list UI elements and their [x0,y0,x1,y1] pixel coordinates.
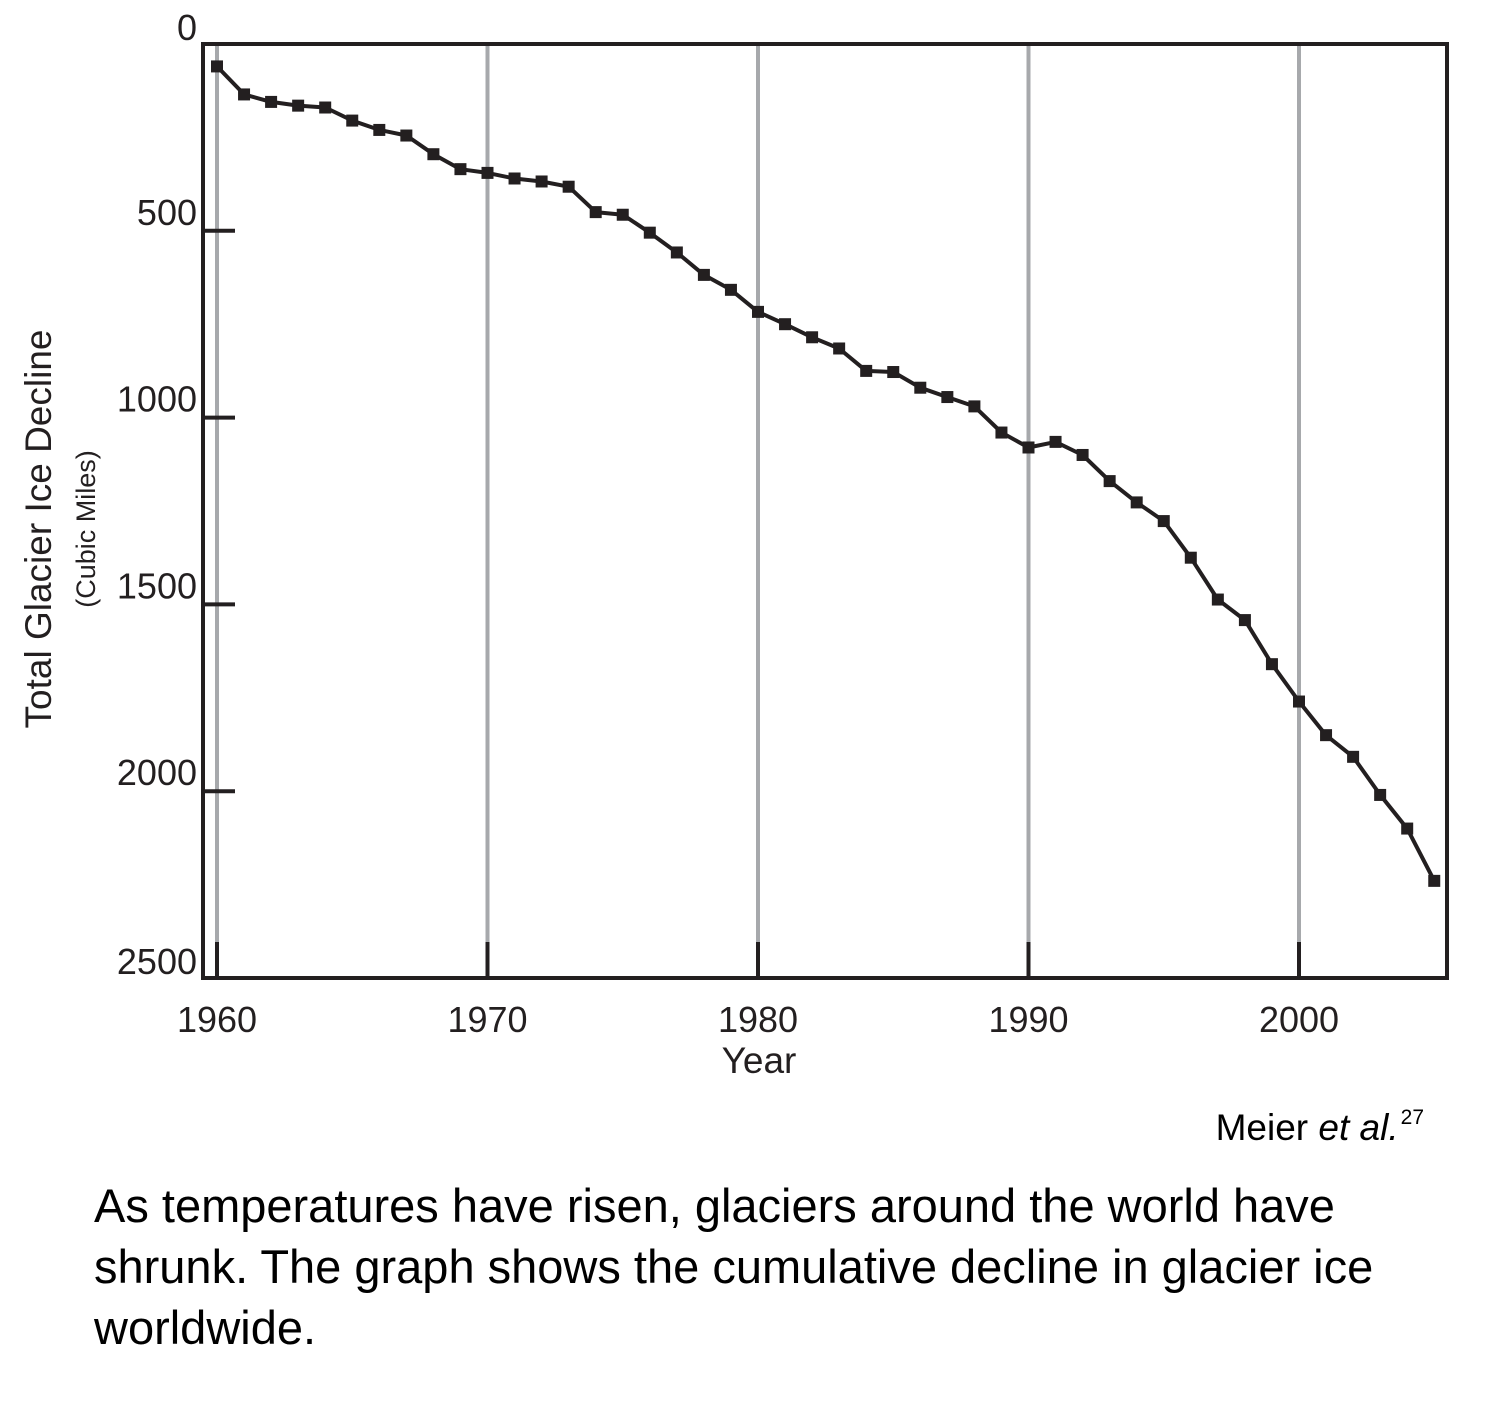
data-point-1989 [995,427,1007,439]
source-citation [1216,1106,1424,1149]
data-point-1990 [1023,441,1035,453]
data-point-1972 [536,175,548,187]
data-point-1969 [454,163,466,175]
source-reference: 27 [1400,1106,1424,1129]
data-point-1967 [400,130,412,142]
data-point-1979 [725,284,737,296]
data-point-2002 [1347,751,1359,763]
series-markers [211,60,1440,886]
data-point-1996 [1185,552,1197,564]
data-point-1962 [265,96,277,108]
data-point-1987 [941,391,953,403]
y-tick-label-0: 0 [176,7,197,48]
data-point-1974 [590,206,602,218]
x-axis-title: Year [721,1040,797,1081]
data-point-1980 [752,306,764,318]
data-point-1994 [1131,496,1143,508]
data-point-1977 [671,246,683,258]
data-point-1961 [238,88,250,100]
series-line [217,66,1434,881]
y-tick-label-500: 500 [136,191,197,233]
data-point-1983 [833,342,845,354]
data-point-1970 [482,167,494,179]
data-point-2001 [1320,729,1332,741]
data-point-1966 [373,124,385,136]
y-tick-label-1500: 1500 [116,565,197,607]
plot-frame [203,44,1447,978]
data-point-1988 [968,400,980,412]
axis-ticks [203,231,1299,978]
y-axis-title: Total Glacier Ice Decline [18,329,59,729]
data-point-1991 [1050,436,1062,448]
y-tick-label-2000: 2000 [116,752,197,794]
data-point-1968 [427,148,439,160]
data-point-1978 [698,269,710,281]
y-axis-unit: (Cubic Miles) [71,450,101,608]
data-point-1971 [509,172,521,184]
data-point-1960 [211,60,223,72]
data-point-1963 [292,100,304,112]
data-point-2003 [1374,789,1386,801]
x-tick-label-1970: 1970 [447,999,528,1040]
x-tick-label-1980: 1980 [717,999,799,1040]
data-point-1981 [779,318,791,330]
data-point-1984 [860,365,872,377]
data-point-1998 [1239,614,1251,626]
x-tick-label-1960: 1960 [176,999,258,1040]
data-point-1999 [1266,658,1278,670]
source-author: Meier [1215,1107,1319,1148]
data-point-1982 [806,331,818,343]
data-point-1964 [319,102,331,114]
grid-lines [217,44,1299,978]
data-point-1995 [1158,515,1170,527]
data-point-1985 [887,366,899,378]
data-point-2004 [1401,823,1413,835]
data-point-1975 [617,209,629,221]
data-point-1993 [1104,475,1116,487]
x-tick-label-1990: 1990 [988,999,1069,1040]
data-point-1976 [644,227,656,239]
data-point-1965 [346,115,358,127]
y-tick-label-2500: 2500 [116,941,197,982]
data-point-1973 [563,181,575,193]
data-point-1986 [914,382,926,394]
tick-labels [117,7,1339,1040]
source-etal: et al. [1318,1107,1399,1148]
figure-caption: As temperatures have risen, glaciers around the world have shrunk. The graph shows the cumulative decline in glacier ice worldwide. [94,1179,1374,1354]
data-point-2005 [1428,875,1440,887]
data-point-2000 [1293,696,1305,708]
x-tick-label-2000: 2000 [1258,999,1340,1040]
data-point-1997 [1212,594,1224,606]
y-tick-label-1000: 1000 [116,378,197,420]
data-point-1992 [1077,449,1089,461]
